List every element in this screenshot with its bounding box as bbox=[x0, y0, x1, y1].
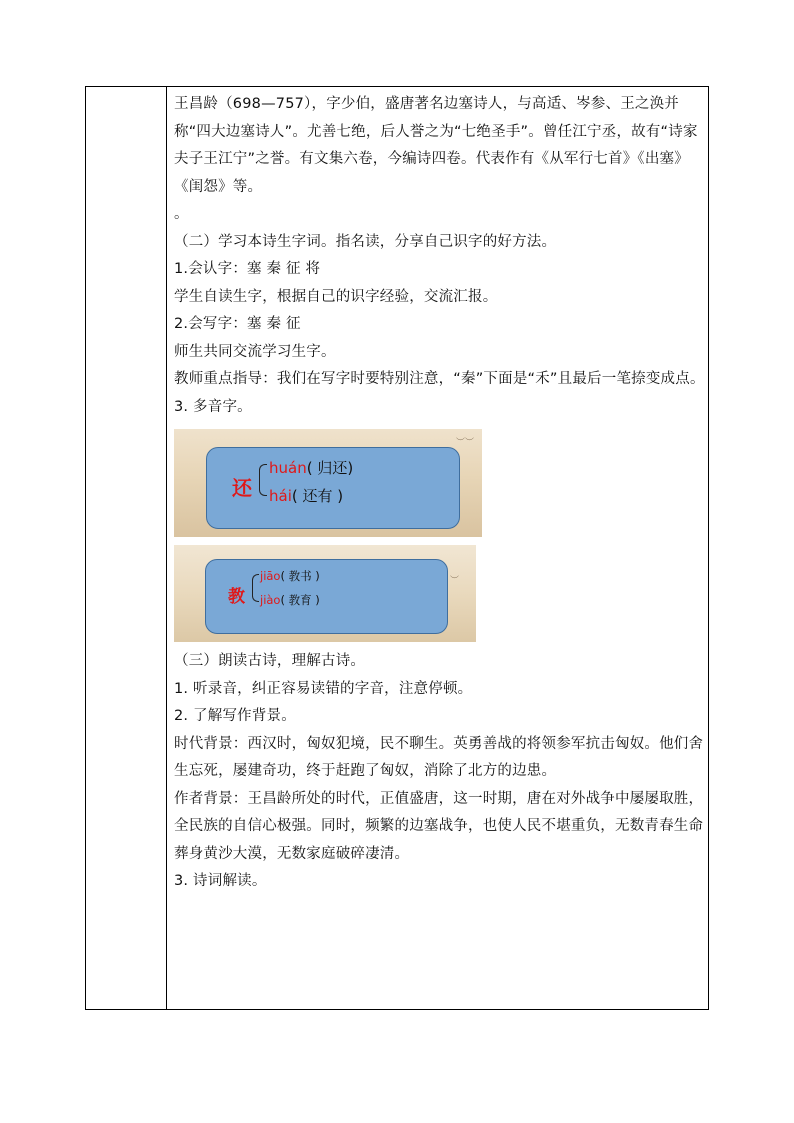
pinyin: jiào bbox=[260, 593, 281, 607]
reading-1 bbox=[260, 568, 320, 584]
polyphone-card-jiao bbox=[174, 545, 476, 642]
polyphone-panel bbox=[206, 447, 460, 529]
polyphone-char: 还 bbox=[232, 476, 252, 500]
reading-2 bbox=[260, 592, 320, 608]
lesson-table bbox=[85, 86, 709, 1010]
pinyin: huán bbox=[269, 459, 307, 477]
reading-2 bbox=[269, 485, 343, 506]
pinyin: hái bbox=[269, 487, 292, 505]
stray-period: 。 bbox=[174, 206, 189, 222]
polyphone-card-huan bbox=[174, 429, 482, 537]
lesson-content-cell bbox=[174, 91, 706, 896]
recognize-chars: 1.会认字：塞 秦 征 将 bbox=[174, 261, 321, 277]
author-background: 作者背景：王昌龄所处的时代，正值盛唐，这一时期，唐在对外战争中屡屡取胜，全民族的自信心极强。同时，频繁的边塞战争，也使人民不堪重负，无数青春生命葬身黄沙大漠，无数家庭破碎凄清。 bbox=[174, 790, 704, 862]
word: ( 归还) bbox=[306, 459, 354, 477]
polyphone-heading: 3. 多音字。 bbox=[174, 398, 252, 415]
reading-1 bbox=[269, 457, 353, 478]
bird-icon: ︶︶ bbox=[456, 438, 475, 448]
section-heading-read-poem: （三）朗读古诗，理解古诗。 bbox=[174, 653, 366, 669]
pinyin: jiāo bbox=[260, 569, 281, 583]
write-chars: 2.会写字：塞 秦 征 bbox=[174, 316, 301, 332]
word: ( 还有 ) bbox=[291, 487, 344, 505]
bird-icon: ︶ bbox=[450, 576, 460, 586]
brace-icon bbox=[252, 574, 259, 602]
polyphone-panel bbox=[205, 559, 448, 634]
exchange-text: 师生共同交流学习生字。 bbox=[174, 343, 336, 360]
word: ( 教书 ) bbox=[280, 569, 320, 583]
poem-interpretation-heading: 3. 诗词解读。 bbox=[174, 873, 267, 889]
section-heading-new-words: （二）学习本诗生字词。指名读，分享自己识字的好方法。 bbox=[174, 233, 557, 250]
brace-icon bbox=[259, 464, 267, 496]
background-heading: 2. 了解写作背景。 bbox=[174, 708, 296, 724]
self-study-text: 学生自读生字，根据自己的识字经验，交流汇报。 bbox=[174, 288, 498, 305]
column-divider bbox=[166, 87, 167, 1009]
word: ( 教育 ) bbox=[280, 593, 320, 607]
teacher-guidance: 教师重点指导：我们在写字时要特别注意，“秦”下面是“禾”且最后一笔捺变成点。 bbox=[174, 371, 705, 387]
era-background: 时代背景：西汉时，匈奴犯境，民不聊生。英勇善战的将领参军抗击匈奴。他们舍生忘死，屡建奇功，终于赶跑了匈奴，消除了北方的边患。 bbox=[174, 735, 704, 779]
listen-step: 1. 听录音，纠正容易读错的字音，注意停顿。 bbox=[174, 680, 473, 697]
polyphone-char: 教 bbox=[228, 587, 245, 607]
author-intro: 王昌龄（698—757），字少伯，盛唐著名边塞诗人，与高适、岑参、王之涣并称“四大边塞诗人”。尤善七绝，后人誉之为“七绝圣手”。曾任江宁丞，故有“诗家夫子王江宁”之誉。有文集六卷，今编诗四卷。代表作有《从军行七首》《出塞》《闺怨》等。 bbox=[174, 96, 698, 195]
